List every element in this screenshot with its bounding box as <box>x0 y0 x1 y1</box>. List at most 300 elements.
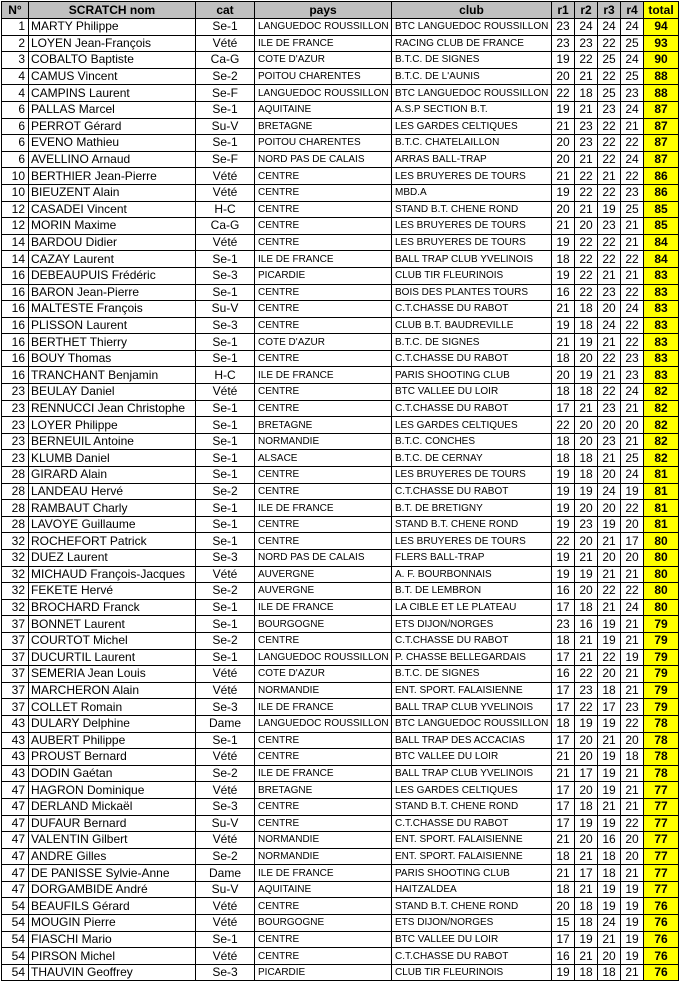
rank-cell: 10 <box>2 168 29 185</box>
region-cell: BOURGOGNE <box>255 915 392 932</box>
r1-cell: 20 <box>552 367 575 384</box>
r1-cell: 19 <box>552 566 575 583</box>
r3-cell: 19 <box>598 201 621 218</box>
category-cell: Ca-G <box>196 218 255 235</box>
category-cell: Vété <box>196 234 255 251</box>
category-cell: Se-2 <box>196 68 255 85</box>
table-row <box>2 350 679 367</box>
r4-cell: 24 <box>621 101 644 118</box>
r2-cell: 23 <box>575 135 598 152</box>
r3-cell: 20 <box>598 301 621 318</box>
region-cell: BRETAGNE <box>255 118 392 135</box>
r1-cell: 18 <box>552 450 575 467</box>
rank-cell: 16 <box>2 284 29 301</box>
club-cell: STAND B.T. CHENE ROND <box>392 201 552 218</box>
r3-cell: 19 <box>598 898 621 915</box>
region-cell: BRETAGNE <box>255 417 392 434</box>
category-cell: Ca-G <box>196 52 255 69</box>
rank-cell: 28 <box>2 467 29 484</box>
region-cell: NORMANDIE <box>255 848 392 865</box>
name-cell: LOYEN Jean-François <box>29 35 196 52</box>
total-cell: 87 <box>644 151 679 168</box>
category-cell: Se-3 <box>196 964 255 981</box>
r2-cell: 18 <box>575 384 598 401</box>
total-cell: 82 <box>644 417 679 434</box>
r2-cell: 20 <box>575 433 598 450</box>
total-cell: 82 <box>644 400 679 417</box>
region-cell: CENTRE <box>255 400 392 417</box>
total-cell: 76 <box>644 931 679 948</box>
r3-cell: 21 <box>598 334 621 351</box>
r2-cell: 21 <box>575 101 598 118</box>
r2-cell: 22 <box>575 284 598 301</box>
r4-cell: 24 <box>621 301 644 318</box>
r3-cell: 21 <box>598 533 621 550</box>
r3-cell: 24 <box>598 915 621 932</box>
r3-cell: 22 <box>598 68 621 85</box>
table-row <box>2 583 679 600</box>
table-row <box>2 417 679 434</box>
total-cell: 78 <box>644 715 679 732</box>
r3-cell: 23 <box>598 284 621 301</box>
name-cell: CASADEI Vincent <box>29 201 196 218</box>
total-cell: 83 <box>644 284 679 301</box>
category-cell: H-C <box>196 367 255 384</box>
r1-cell: 18 <box>552 251 575 268</box>
rank-cell: 16 <box>2 334 29 351</box>
club-cell: C.T.CHASSE DU RABOT <box>392 483 552 500</box>
r2-cell: 23 <box>575 35 598 52</box>
r3-cell: 25 <box>598 85 621 102</box>
table-row <box>2 848 679 865</box>
name-cell: BOUY Thomas <box>29 350 196 367</box>
r3-cell: 19 <box>598 765 621 782</box>
total-cell: 76 <box>644 948 679 965</box>
name-cell: PROUST Bernard <box>29 749 196 766</box>
table-row <box>2 218 679 235</box>
table-row <box>2 550 679 567</box>
r3-cell: 22 <box>598 583 621 600</box>
total-cell: 77 <box>644 832 679 849</box>
r2-cell: 18 <box>575 317 598 334</box>
region-cell: ILE DE FRANCE <box>255 35 392 52</box>
table-row <box>2 881 679 898</box>
table-row <box>2 732 679 749</box>
table-row <box>2 483 679 500</box>
club-cell: B.T.C. DE SIGNES <box>392 666 552 683</box>
region-cell: CENTRE <box>255 234 392 251</box>
table-row <box>2 400 679 417</box>
region-cell: CENTRE <box>255 467 392 484</box>
name-cell: KLUMB Daniel <box>29 450 196 467</box>
r4-cell: 19 <box>621 948 644 965</box>
header-r2: r2 <box>575 2 598 19</box>
region-cell: NORMANDIE <box>255 682 392 699</box>
r2-cell: 22 <box>575 52 598 69</box>
total-cell: 88 <box>644 85 679 102</box>
header-rank: N° <box>2 2 29 19</box>
name-cell: AUBERT Philippe <box>29 732 196 749</box>
r4-cell: 20 <box>621 848 644 865</box>
total-cell: 81 <box>644 483 679 500</box>
region-cell: COTE D'AZUR <box>255 52 392 69</box>
r2-cell: 22 <box>575 267 598 284</box>
name-cell: PIRSON Michel <box>29 948 196 965</box>
r1-cell: 17 <box>552 815 575 832</box>
rank-cell: 14 <box>2 251 29 268</box>
rank-cell: 32 <box>2 566 29 583</box>
club-cell: LES BRUYERES DE TOURS <box>392 218 552 235</box>
rank-cell: 28 <box>2 500 29 517</box>
total-cell: 77 <box>644 782 679 799</box>
name-cell: DUEZ Laurent <box>29 550 196 567</box>
region-cell: CENTRE <box>255 168 392 185</box>
r2-cell: 20 <box>575 832 598 849</box>
name-cell: HAGRON Dominique <box>29 782 196 799</box>
r1-cell: 22 <box>552 533 575 550</box>
category-cell: Se-1 <box>196 334 255 351</box>
r2-cell: 19 <box>575 334 598 351</box>
name-cell: LOYER Philippe <box>29 417 196 434</box>
category-cell: Vété <box>196 184 255 201</box>
name-cell: BARDOU Didier <box>29 234 196 251</box>
r4-cell: 21 <box>621 433 644 450</box>
r4-cell: 23 <box>621 350 644 367</box>
r3-cell: 22 <box>598 251 621 268</box>
rank-cell: 16 <box>2 350 29 367</box>
r4-cell: 20 <box>621 732 644 749</box>
r4-cell: 25 <box>621 450 644 467</box>
name-cell: DE PANISSE Sylvie-Anne <box>29 865 196 882</box>
category-cell: Vété <box>196 682 255 699</box>
r3-cell: 22 <box>598 118 621 135</box>
total-cell: 87 <box>644 118 679 135</box>
r3-cell: 21 <box>598 566 621 583</box>
r2-cell: 22 <box>575 184 598 201</box>
region-cell: CENTRE <box>255 931 392 948</box>
r4-cell: 24 <box>621 151 644 168</box>
category-cell: Se-3 <box>196 798 255 815</box>
r4-cell: 21 <box>621 234 644 251</box>
r1-cell: 23 <box>552 616 575 633</box>
region-cell: NORMANDIE <box>255 433 392 450</box>
total-cell: 78 <box>644 749 679 766</box>
club-cell: ETS DIJON/NORGES <box>392 915 552 932</box>
name-cell: GIRARD Alain <box>29 467 196 484</box>
r3-cell: 23 <box>598 400 621 417</box>
table-row <box>2 68 679 85</box>
name-cell: FIASCHI Mario <box>29 931 196 948</box>
table-row <box>2 765 679 782</box>
r1-cell: 22 <box>552 85 575 102</box>
r1-cell: 17 <box>552 682 575 699</box>
club-cell: B.T.C. DE L'AUNIS <box>392 68 552 85</box>
r4-cell: 21 <box>621 267 644 284</box>
region-cell: LANGUEDOC ROUSSILLON <box>255 715 392 732</box>
rank-cell: 47 <box>2 865 29 882</box>
r2-cell: 18 <box>575 898 598 915</box>
category-cell: Se-1 <box>196 251 255 268</box>
total-cell: 87 <box>644 101 679 118</box>
table-row <box>2 52 679 69</box>
r2-cell: 23 <box>575 682 598 699</box>
club-cell: C.T.CHASSE DU RABOT <box>392 815 552 832</box>
r1-cell: 18 <box>552 433 575 450</box>
total-cell: 80 <box>644 566 679 583</box>
category-cell: Se-1 <box>196 533 255 550</box>
club-cell: B.T.C. CHATELAILLON <box>392 135 552 152</box>
table-row <box>2 599 679 616</box>
r3-cell: 21 <box>598 931 621 948</box>
table-row <box>2 964 679 981</box>
r4-cell: 22 <box>621 334 644 351</box>
table-row <box>2 450 679 467</box>
rank-cell: 28 <box>2 516 29 533</box>
r2-cell: 16 <box>575 616 598 633</box>
r3-cell: 21 <box>598 599 621 616</box>
r3-cell: 19 <box>598 782 621 799</box>
r2-cell: 22 <box>575 699 598 716</box>
name-cell: BROCHARD Franck <box>29 599 196 616</box>
category-cell: Vété <box>196 898 255 915</box>
name-cell: MALTESTE François <box>29 301 196 318</box>
category-cell: Vété <box>196 384 255 401</box>
rank-cell: 37 <box>2 632 29 649</box>
rank-cell: 37 <box>2 699 29 716</box>
category-cell: Vété <box>196 168 255 185</box>
name-cell: MOUGIN Pierre <box>29 915 196 932</box>
r2-cell: 18 <box>575 599 598 616</box>
club-cell: B.T.C. DE SIGNES <box>392 334 552 351</box>
total-cell: 80 <box>644 550 679 567</box>
table-row <box>2 566 679 583</box>
r1-cell: 18 <box>552 350 575 367</box>
r2-cell: 18 <box>575 915 598 932</box>
r1-cell: 19 <box>552 101 575 118</box>
region-cell: ILE DE FRANCE <box>255 599 392 616</box>
table-row <box>2 101 679 118</box>
r3-cell: 24 <box>598 317 621 334</box>
table-row <box>2 301 679 318</box>
header-region: pays <box>255 2 392 19</box>
category-cell: Se-1 <box>196 417 255 434</box>
r2-cell: 22 <box>575 234 598 251</box>
r4-cell: 21 <box>621 118 644 135</box>
region-cell: POITOU CHARENTES <box>255 68 392 85</box>
club-cell: C.T.CHASSE DU RABOT <box>392 301 552 318</box>
club-cell: BTC VALLEE DU LOIR <box>392 931 552 948</box>
total-cell: 77 <box>644 815 679 832</box>
r2-cell: 21 <box>575 151 598 168</box>
header-r1: r1 <box>552 2 575 19</box>
total-cell: 78 <box>644 765 679 782</box>
region-cell: ILE DE FRANCE <box>255 865 392 882</box>
category-cell: Vété <box>196 782 255 799</box>
category-cell: Vété <box>196 915 255 932</box>
club-cell: CLUB B.T. BAUDREVILLE <box>392 317 552 334</box>
name-cell: AVELLINO Arnaud <box>29 151 196 168</box>
rank-cell: 32 <box>2 533 29 550</box>
r4-cell: 22 <box>621 715 644 732</box>
total-cell: 82 <box>644 450 679 467</box>
r1-cell: 17 <box>552 798 575 815</box>
r2-cell: 18 <box>575 450 598 467</box>
category-cell: Su-V <box>196 881 255 898</box>
table-row <box>2 915 679 932</box>
total-cell: 87 <box>644 135 679 152</box>
table-row <box>2 533 679 550</box>
rank-cell: 37 <box>2 666 29 683</box>
region-cell: ILE DE FRANCE <box>255 699 392 716</box>
rank-cell: 2 <box>2 35 29 52</box>
region-cell: NORD PAS DE CALAIS <box>255 550 392 567</box>
total-cell: 81 <box>644 516 679 533</box>
total-cell: 80 <box>644 583 679 600</box>
r4-cell: 25 <box>621 35 644 52</box>
r3-cell: 25 <box>598 52 621 69</box>
r1-cell: 19 <box>552 184 575 201</box>
name-cell: COLLET Romain <box>29 699 196 716</box>
region-cell: LANGUEDOC ROUSSILLON <box>255 649 392 666</box>
r2-cell: 18 <box>575 964 598 981</box>
r3-cell: 22 <box>598 35 621 52</box>
r1-cell: 19 <box>552 234 575 251</box>
name-cell: MORIN Maxime <box>29 218 196 235</box>
r4-cell: 25 <box>621 201 644 218</box>
r3-cell: 21 <box>598 450 621 467</box>
r4-cell: 21 <box>621 798 644 815</box>
name-cell: PALLAS Marcel <box>29 101 196 118</box>
r2-cell: 17 <box>575 865 598 882</box>
category-cell: Se-1 <box>196 284 255 301</box>
r4-cell: 22 <box>621 284 644 301</box>
region-cell: LANGUEDOC ROUSSILLON <box>255 85 392 102</box>
region-cell: CENTRE <box>255 948 392 965</box>
name-cell: BIEUZENT Alain <box>29 184 196 201</box>
r4-cell: 21 <box>621 964 644 981</box>
table-row <box>2 467 679 484</box>
table-row <box>2 334 679 351</box>
r3-cell: 19 <box>598 616 621 633</box>
rank-cell: 47 <box>2 848 29 865</box>
rank-cell: 32 <box>2 583 29 600</box>
club-cell: A. F. BOURBONNAIS <box>392 566 552 583</box>
r2-cell: 20 <box>575 732 598 749</box>
total-cell: 83 <box>644 317 679 334</box>
table-row <box>2 782 679 799</box>
table-row <box>2 948 679 965</box>
club-cell: ENT. SPORT. FALAISIENNE <box>392 682 552 699</box>
rank-cell: 23 <box>2 400 29 417</box>
region-cell: CENTRE <box>255 483 392 500</box>
category-cell: Se-2 <box>196 583 255 600</box>
r3-cell: 23 <box>598 218 621 235</box>
table-row <box>2 267 679 284</box>
rank-cell: 23 <box>2 433 29 450</box>
region-cell: CENTRE <box>255 898 392 915</box>
region-cell: CENTRE <box>255 201 392 218</box>
r2-cell: 21 <box>575 400 598 417</box>
r4-cell: 21 <box>621 682 644 699</box>
r2-cell: 21 <box>575 68 598 85</box>
r2-cell: 19 <box>575 815 598 832</box>
r1-cell: 22 <box>552 417 575 434</box>
club-cell: LES BRUYERES DE TOURS <box>392 467 552 484</box>
r1-cell: 19 <box>552 483 575 500</box>
category-cell: Su-V <box>196 815 255 832</box>
r4-cell: 21 <box>621 218 644 235</box>
category-cell: Se-1 <box>196 500 255 517</box>
r2-cell: 20 <box>575 350 598 367</box>
club-cell: ETS DIJON/NORGES <box>392 616 552 633</box>
category-cell: Vété <box>196 566 255 583</box>
category-cell: Se-F <box>196 85 255 102</box>
r1-cell: 19 <box>552 500 575 517</box>
table-row <box>2 234 679 251</box>
table-row <box>2 500 679 517</box>
r4-cell: 20 <box>621 417 644 434</box>
table-row <box>2 666 679 683</box>
r1-cell: 15 <box>552 915 575 932</box>
r4-cell: 22 <box>621 500 644 517</box>
table-row <box>2 865 679 882</box>
rank-cell: 37 <box>2 616 29 633</box>
r4-cell: 22 <box>621 317 644 334</box>
name-cell: THAUVIN Geoffrey <box>29 964 196 981</box>
region-cell: ILE DE FRANCE <box>255 765 392 782</box>
rank-cell: 47 <box>2 782 29 799</box>
r4-cell: 21 <box>621 865 644 882</box>
table-row <box>2 184 679 201</box>
header-r4: r4 <box>621 2 644 19</box>
region-cell: ILE DE FRANCE <box>255 500 392 517</box>
name-cell: DERLAND Mickaël <box>29 798 196 815</box>
r3-cell: 22 <box>598 184 621 201</box>
r4-cell: 21 <box>621 616 644 633</box>
table-row <box>2 317 679 334</box>
category-cell: Se-1 <box>196 350 255 367</box>
name-cell: RENNUCCI Jean Christophe <box>29 400 196 417</box>
category-cell: Se-1 <box>196 732 255 749</box>
r1-cell: 19 <box>552 317 575 334</box>
r2-cell: 20 <box>575 782 598 799</box>
rank-cell: 43 <box>2 732 29 749</box>
r4-cell: 19 <box>621 898 644 915</box>
r3-cell: 23 <box>598 433 621 450</box>
region-cell: CENTRE <box>255 749 392 766</box>
category-cell: Se-1 <box>196 19 255 36</box>
name-cell: LANDEAU Hervé <box>29 483 196 500</box>
region-cell: CENTRE <box>255 317 392 334</box>
table-row <box>2 516 679 533</box>
category-cell: Se-2 <box>196 483 255 500</box>
r4-cell: 19 <box>621 649 644 666</box>
r4-cell: 20 <box>621 832 644 849</box>
category-cell: Vété <box>196 749 255 766</box>
r3-cell: 20 <box>598 948 621 965</box>
r3-cell: 21 <box>598 168 621 185</box>
r2-cell: 19 <box>575 931 598 948</box>
r1-cell: 18 <box>552 632 575 649</box>
region-cell: CENTRE <box>255 533 392 550</box>
name-cell: MARCHERON Alain <box>29 682 196 699</box>
r1-cell: 19 <box>552 52 575 69</box>
club-cell: PARIS SHOOTING CLUB <box>392 865 552 882</box>
r4-cell: 19 <box>621 881 644 898</box>
total-cell: 88 <box>644 68 679 85</box>
table-row <box>2 19 679 36</box>
r1-cell: 19 <box>552 516 575 533</box>
